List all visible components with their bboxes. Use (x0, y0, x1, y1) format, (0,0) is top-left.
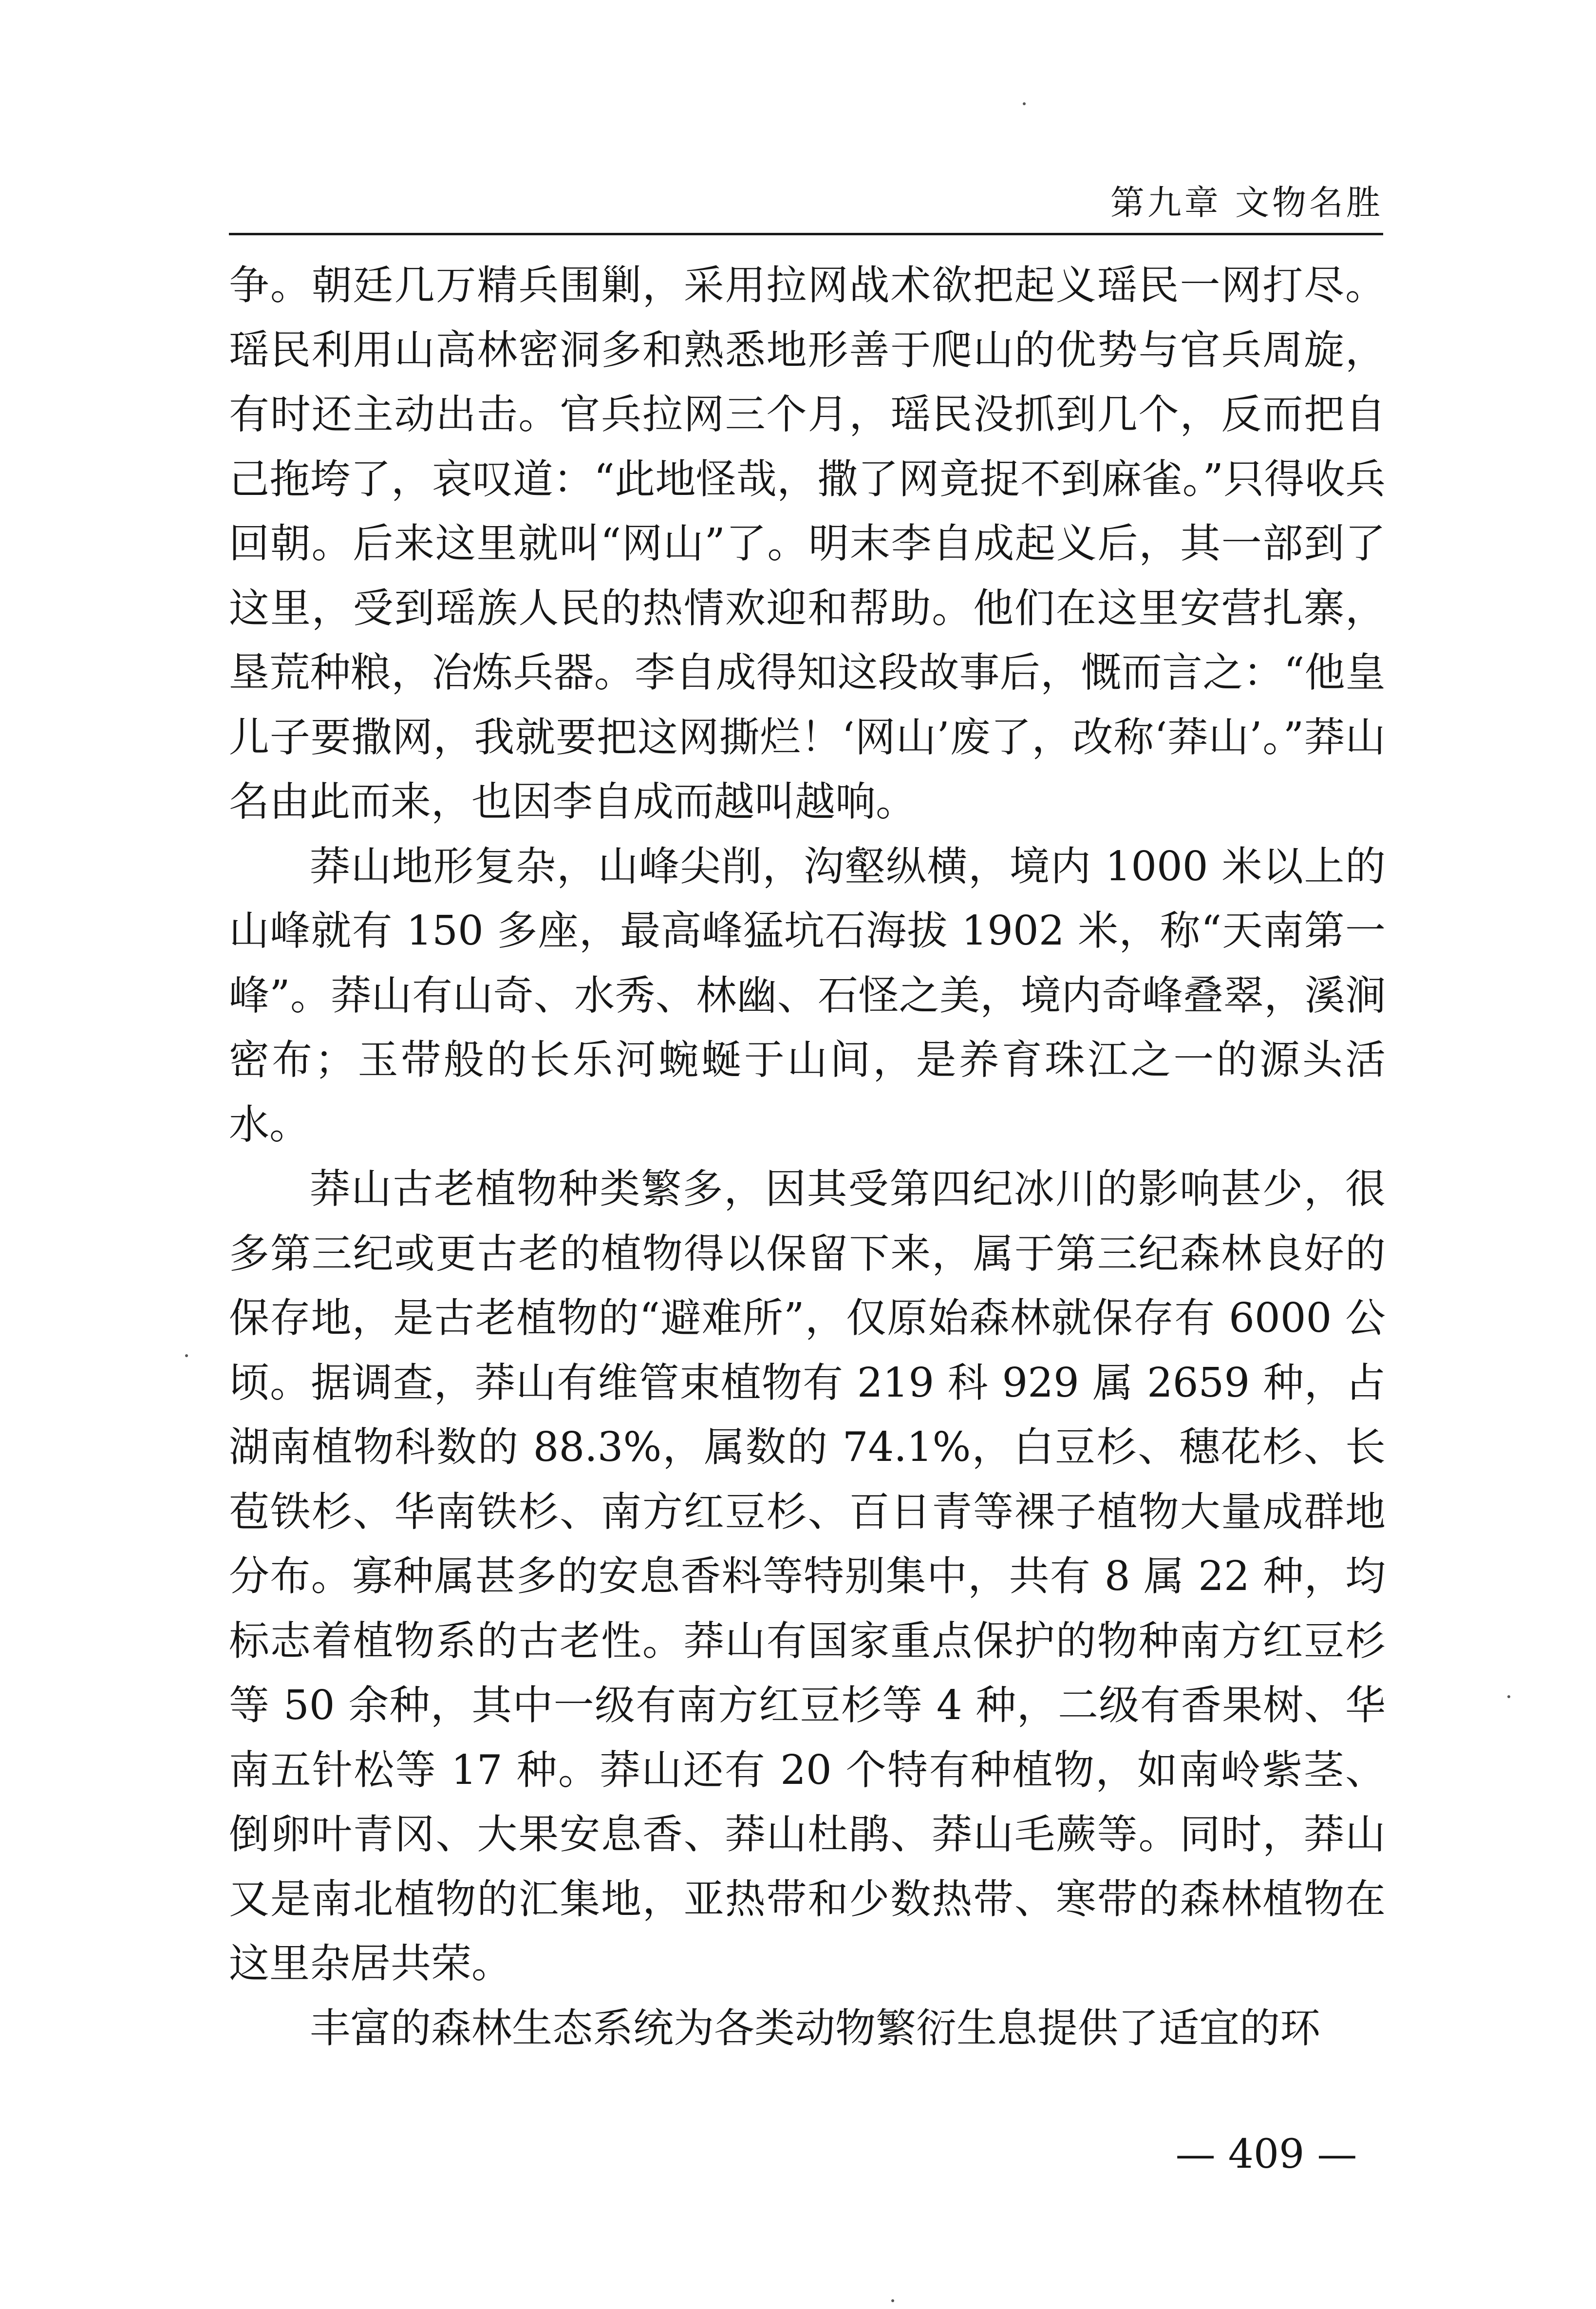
scan-speck (1507, 1695, 1510, 1698)
paragraph-terrain: 莽山地形复杂，山峰尖削，沟壑纵横，境内 1000 米以上的山峰就有 150 多座，最高峰猛坑石海拔 1902 米，称“天南第一峰”。莽山有山奇、水秀、林幽、石怪之美，境内奇峰叠翠，溪涧密布；玉带般的长乐河蜿蜒于山间，是养育珠江之一的源头活水。 (229, 842, 1386, 1148)
paragraph-flora: 莽山古老植物种类繁多，因其受第四纪冰川的影响甚少，很多第三纪或更古老的植物得以保留下来，属于第三纪森林良好的保存地，是古老植物的“避难所”，仅原始森林就保存有 6000 公顷。据调查，莽山有维管束植物有 219 科 929 属 2659 种，占湖南植物科数的 88.3%，属数的 74.1%，白豆杉、穗花杉、长苞铁杉、华南铁杉、南方红豆杉、百日青等裸子植物大量成群地分布。寡种属甚多的安息香料等特别集中，共有 8 属 22 种，均标志着植物系的古老性。莽山有国家重点保护的物种南方红豆杉等 50 余种，其中一级有南方红豆杉等 4 种，二级有香果树、华南五针松等 17 种。莽山还有 20 个特有种植物，如南岭紫茎、倒卵叶青冈、大果安息香、莽山杜鹃、莽山毛蕨等。同时，莽山又是南北植物的汇集地，亚热带和少数热带、寒带的森林植物在这里杂居共荣。 (229, 1165, 1386, 1987)
running-header (229, 165, 1383, 235)
paragraph-fauna: 丰富的森林生态系统为各类动物繁衍生息提供了适宜的环 (310, 2004, 1320, 2052)
paragraph-continued: 争。朝廷几万精兵围剿，采用拉网战术欲把起义瑶民一网打尽。瑶民利用山高林密洞多和熟悉地形善于爬山的优势与官兵周旋，有时还主动出击。官兵拉网三个月，瑶民没抓到几个，反而把自己拖垮了，哀叹道：“此地怪哉，撒了网竟捉不到麻雀。”只得收兵回朝。后来这里就叫“网山”了。明末李自成起义后，其一部到了这里，受到瑶族人民的热情欢迎和帮助。他们在这里安营扎寨，垦荒种粮，冶炼兵器。李自成得知这段故事后，慨而言之：“他皇儿子要撒网，我就要把这网撕烂！‘网山’废了，改称‘莽山’。”莽山名由此而来，也因李自成而越叫越响。 (229, 262, 1386, 825)
chapter-title: 第九章 文物名胜 (1110, 183, 1383, 223)
page-number: — 409 — (1175, 2131, 1357, 2177)
body-text (229, 253, 1386, 2061)
scan-speck (1023, 102, 1026, 105)
scan-speck (185, 1354, 188, 1357)
scan-speck (891, 2299, 894, 2302)
